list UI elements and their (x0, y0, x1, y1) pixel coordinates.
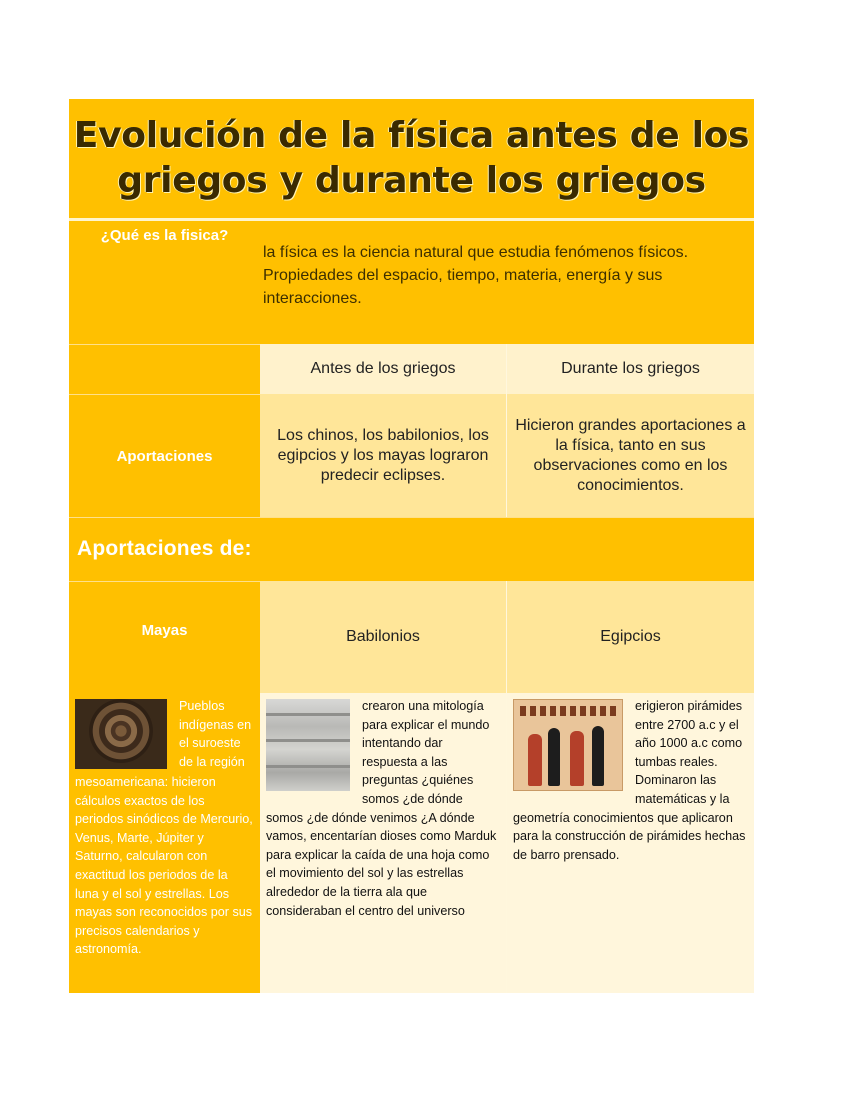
aportaciones-before: Los chinos, los babilonios, los egipcios y los mayas lograron predecir eclipses. (260, 394, 506, 517)
header-during: Durante los griegos (506, 344, 754, 394)
section-heading: Aportaciones de: (69, 517, 754, 581)
definition-text: la física es la ciencia natural que estudia fenómenos físicos. Propiedades del espacio, tiempo, materia, energía y sus interacciones. (260, 221, 754, 344)
empty-header-cell (69, 344, 260, 394)
page-title: Evolución de la física antes de los griegos y durante los griegos (73, 114, 750, 201)
mayas-text: Pueblos indígenas en el suroeste de la región mesoamericana: hicieron cálculos exactos de los periodos sinódicos de Mercurio, Venus, Marte, Júpiter y Saturno, calcularon con exactitud los periodos de la luna y el sol y estrellas. Los mayas son reconocidos por sus precisos calendarios y astronomía. (75, 699, 253, 957)
culture-babilonios-name: Babilonios (260, 581, 506, 693)
definition-label: ¿Qué es la fisica? (69, 221, 260, 344)
aztec-calendar-image (75, 699, 167, 769)
mayas-cell (69, 693, 260, 993)
culture-mayas-name: Mayas (69, 581, 260, 693)
culture-egipcios-name: Egipcios (506, 581, 754, 693)
egipcios-text: erigieron pirámides entre 2700 a.c y el año 1000 a.c como tumbas reales. Dominaron las matemáticas y la geometría conocimientos que aplicaron para la construcción de pirámides hechas de barro prensado. (513, 699, 746, 862)
egyptian-papyrus-image (513, 699, 623, 791)
babylonian-relief-image (266, 699, 350, 791)
babilonios-cell (260, 693, 506, 993)
aportaciones-during: Hicieron grandes aportaciones a la física, tanto en sus observaciones como en los conocimientos. (506, 394, 754, 517)
egipcios-cell (506, 693, 754, 993)
header-before: Antes de los griegos (260, 344, 506, 394)
babilonios-text: crearon una mitología para explicar el mundo intentando dar respuesta a las preguntas ¿quiénes somos ¿de dónde somos ¿de dónde venimos ¿A dónde vamos, encentarían dioses como Marduk para explicar la caída de una hoja como el movimiento del sol y las estrellas alrededor de la tierra ala que consideraban el centro del universo (266, 699, 497, 918)
aportaciones-label: Aportaciones (69, 394, 260, 517)
title-banner (69, 99, 754, 221)
